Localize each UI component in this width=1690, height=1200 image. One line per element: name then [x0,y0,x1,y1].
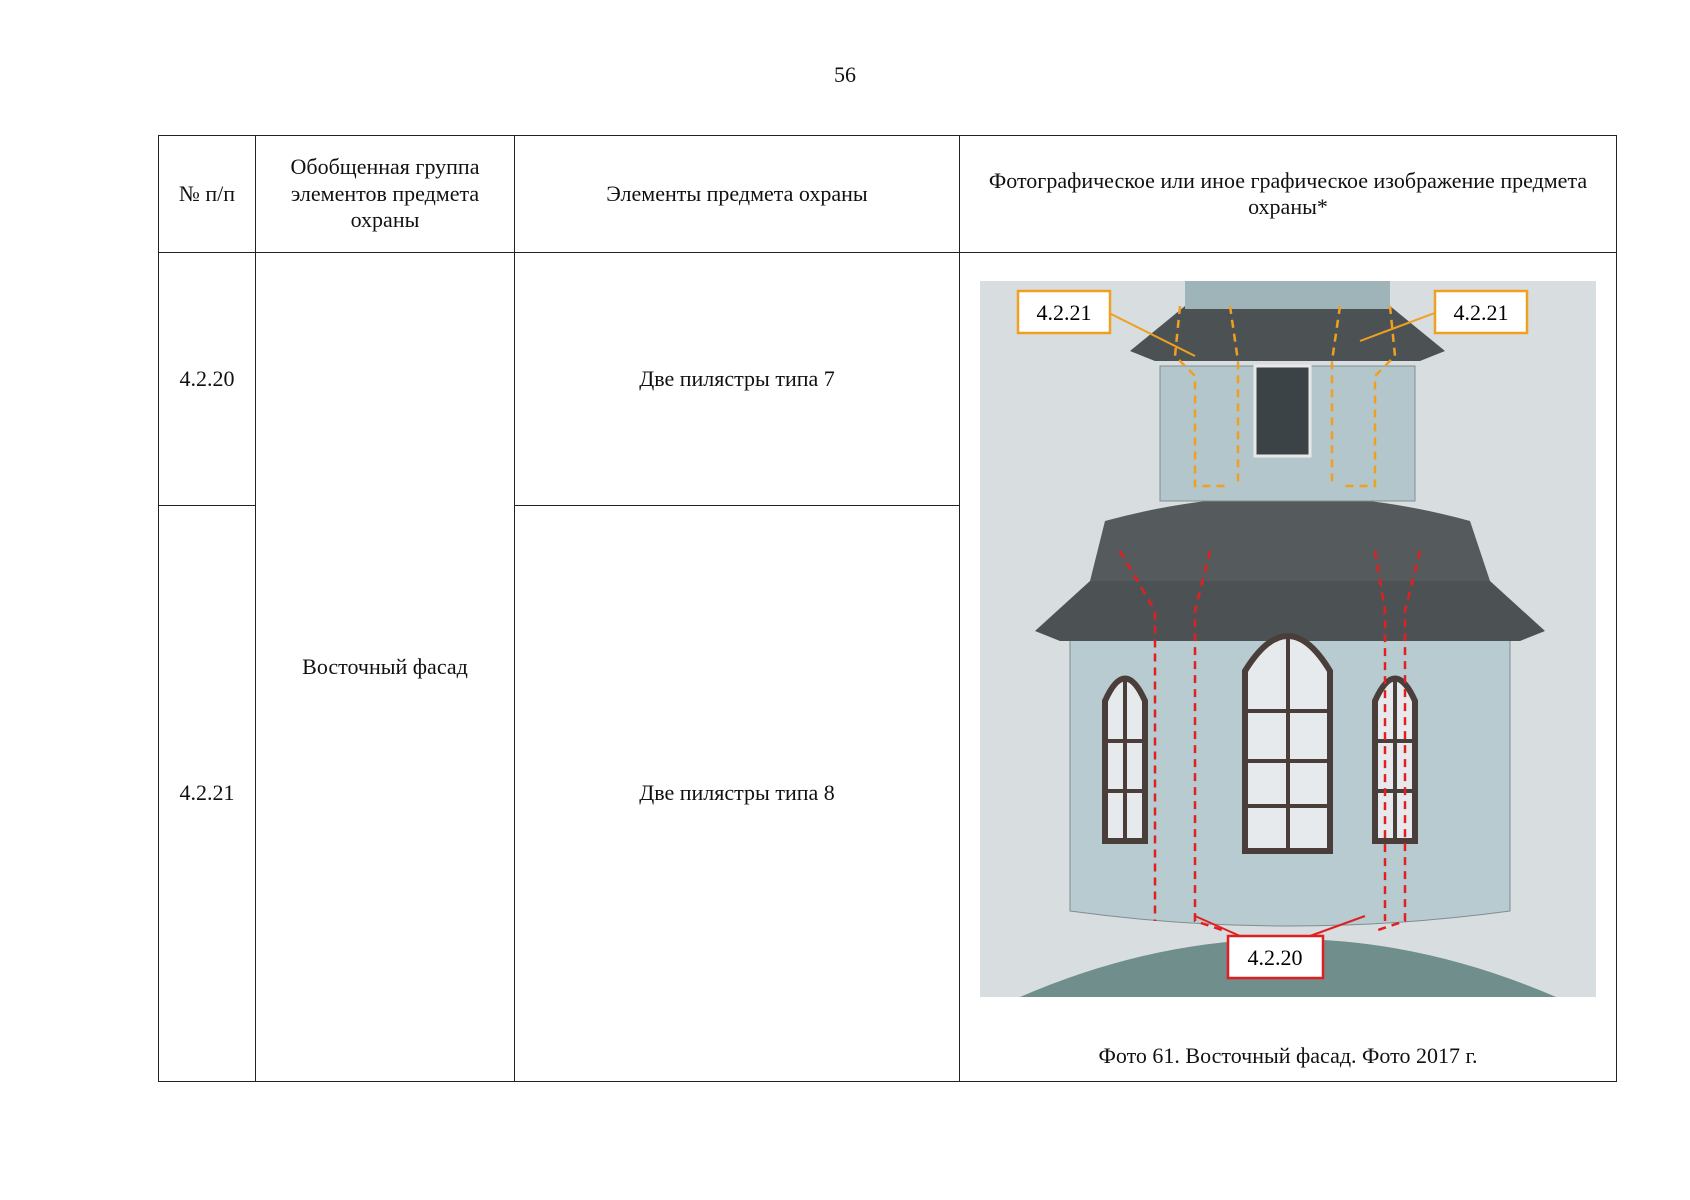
table-row [159,253,1617,506]
table-header-row [159,136,1617,253]
upper-window [1255,366,1310,456]
callout-right-text: 4.2.21 [1453,300,1509,325]
upper-cornice [1130,306,1445,361]
page-number: 56 [834,62,856,87]
element-cell: Две пилястры типа 8 [515,506,960,1082]
lower-cornice [1035,581,1545,641]
photo-cell [960,253,1617,1082]
group-cell: Восточный фасад [256,253,515,1082]
facade-photo [980,281,1596,997]
header-group: Обобщенная группа элементов предмета охраны [256,136,515,253]
photo-wrap [960,253,1616,1081]
element-cell: Две пилястры типа 7 [515,253,960,506]
callout-bottom-text: 4.2.20 [1247,945,1303,970]
upper-top [1185,281,1390,309]
header-elements: Элементы предмета охраны [515,136,960,253]
row-number: 4.2.21 [159,506,256,1082]
header-image: Фотографическое или иное графическое изображение предмета охраны* [960,136,1617,253]
photo-caption: Фото 61. Восточный фасад. Фото 2017 г. [1098,1043,1478,1068]
heritage-table [158,135,1617,1082]
callout-left-text: 4.2.21 [1036,300,1092,325]
row-number: 4.2.20 [159,253,256,506]
header-number: № п/п [159,136,256,253]
